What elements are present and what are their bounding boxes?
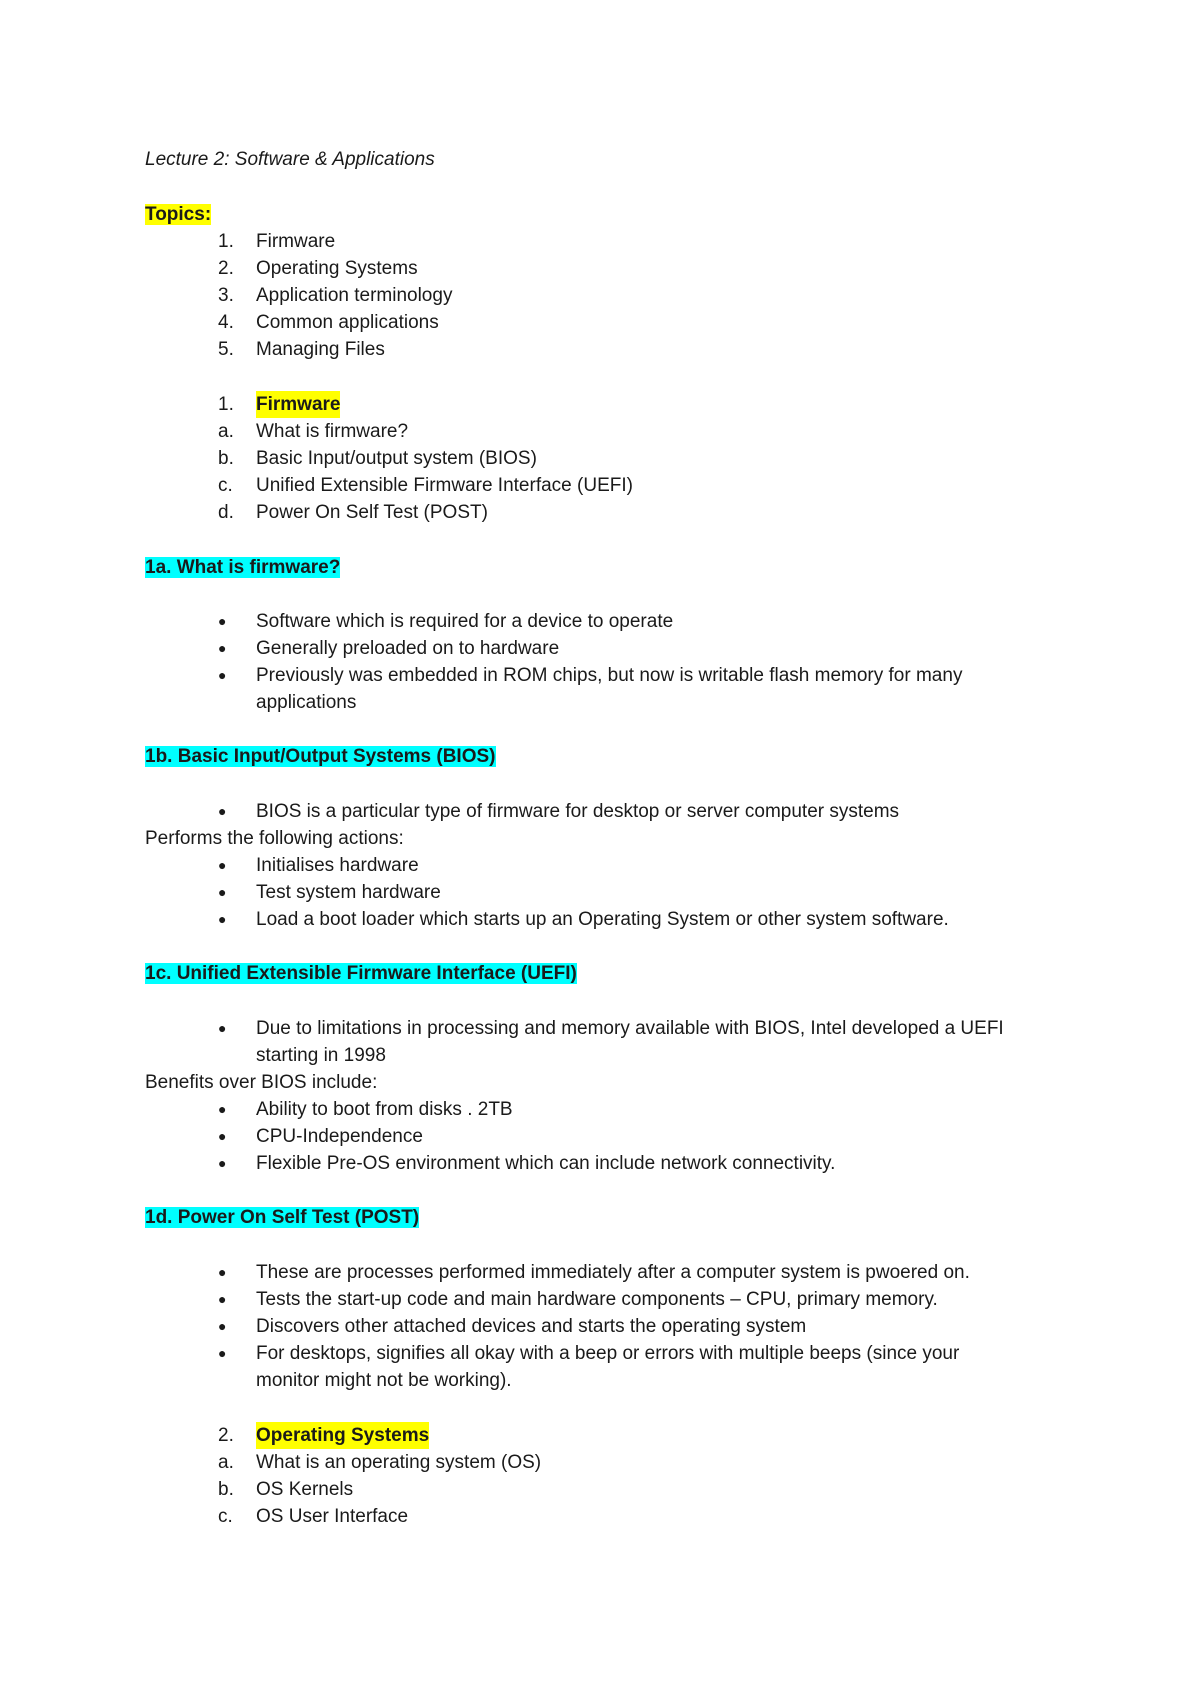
bullet-item xyxy=(0,662,1200,689)
bullet-item xyxy=(0,1286,1200,1313)
list-item xyxy=(0,472,1200,499)
bullet-icon: ● xyxy=(218,857,227,873)
bullet-icon: ● xyxy=(218,884,227,900)
list-item-text: OS Kernels xyxy=(256,1479,354,1500)
list-item-text: Unified Extensible Firmware Interface (UEFI) xyxy=(256,475,633,496)
bullet-item xyxy=(0,1123,1200,1150)
list-item-text: Power On Self Test (POST) xyxy=(256,502,488,523)
bullet-icon: ● xyxy=(218,1291,227,1307)
bullet-item xyxy=(0,1313,1200,1340)
bullet-item xyxy=(0,906,1200,933)
list-marker: 4. xyxy=(218,312,234,333)
list-item xyxy=(0,282,1200,309)
list-item-text: Operating Systems xyxy=(256,258,418,279)
section-heading-label: Operating Systems xyxy=(256,1422,429,1449)
section-heading-label: 1a. What is firmware? xyxy=(145,557,341,578)
bullet-text: monitor might not be working). xyxy=(256,1370,512,1391)
list-marker: b. xyxy=(218,1479,234,1500)
list-item-text: Basic Input/output system (BIOS) xyxy=(256,448,537,469)
bullet-icon: ● xyxy=(218,1345,227,1361)
bullet-icon: ● xyxy=(218,613,227,629)
bullet-item xyxy=(0,1340,1200,1367)
bullet-item xyxy=(0,879,1200,906)
list-item xyxy=(0,309,1200,336)
list-item xyxy=(0,1449,1200,1476)
bullet-continuation xyxy=(0,1042,1200,1069)
paragraph-lead: Performs the following actions: xyxy=(145,828,404,849)
list-item-text: Application terminology xyxy=(256,285,453,306)
list-marker: 2. xyxy=(218,1425,234,1446)
bullet-icon: ● xyxy=(218,1264,227,1280)
bullet-text: Test system hardware xyxy=(256,882,441,903)
bullet-text: Generally preloaded on to hardware xyxy=(256,638,560,659)
bullet-item xyxy=(0,1096,1200,1123)
list-item xyxy=(0,445,1200,472)
bullet-text: Due to limitations in processing and memory available with BIOS, Intel developed a UEFI xyxy=(256,1018,1004,1039)
bullet-item xyxy=(0,1259,1200,1286)
list-marker: 3. xyxy=(218,285,234,306)
list-item-text: What is an operating system (OS) xyxy=(256,1452,542,1473)
section-heading-label: 1b. Basic Input/Output Systems (BIOS) xyxy=(145,746,496,767)
list-marker: 1. xyxy=(218,394,234,415)
bullet-icon: ● xyxy=(218,1128,227,1144)
bullet-icon: ● xyxy=(218,1155,227,1171)
list-marker: a. xyxy=(218,1452,234,1473)
list-item-text: OS User Interface xyxy=(256,1506,409,1527)
bullet-text: Flexible Pre-OS environment which can include network connectivity. xyxy=(256,1153,836,1174)
section-heading-operating-systems xyxy=(0,1422,1200,1449)
list-item xyxy=(0,336,1200,363)
bullet-item xyxy=(0,608,1200,635)
section-heading-1b xyxy=(145,743,496,770)
list-item-text: Common applications xyxy=(256,312,439,333)
section-heading-1d xyxy=(145,1204,419,1231)
bullet-icon: ● xyxy=(218,1101,227,1117)
list-item xyxy=(0,1503,1200,1530)
bullet-text: Software which is required for a device to operate xyxy=(256,611,674,632)
bullet-item xyxy=(0,852,1200,879)
list-marker: b. xyxy=(218,448,234,469)
bullet-text: CPU-Independence xyxy=(256,1126,423,1147)
list-item xyxy=(0,499,1200,526)
bullet-text: Load a boot loader which starts up an Operating System or other system software. xyxy=(256,909,949,930)
bullet-text: Discovers other attached devices and starts the operating system xyxy=(256,1316,807,1337)
list-marker: 2. xyxy=(218,258,234,279)
bullet-text: Tests the start-up code and main hardware components – CPU, primary memory. xyxy=(256,1289,938,1310)
bullet-text: BIOS is a particular type of firmware for desktop or server computer systems xyxy=(256,801,900,822)
topics-heading-label: Topics: xyxy=(145,204,212,225)
list-marker: 5. xyxy=(218,339,234,360)
list-marker: a. xyxy=(218,421,234,442)
bullet-icon: ● xyxy=(218,803,227,819)
list-item-text: What is firmware? xyxy=(256,421,409,442)
bullet-item xyxy=(0,798,1200,825)
section-heading-label: 1d. Power On Self Test (POST) xyxy=(145,1207,420,1228)
bullet-item xyxy=(0,1015,1200,1042)
bullet-continuation xyxy=(0,689,1200,716)
bullet-icon: ● xyxy=(218,911,227,927)
bullet-text: Initialises hardware xyxy=(256,855,419,876)
bullet-continuation xyxy=(0,1367,1200,1394)
list-item-text: Managing Files xyxy=(256,339,385,360)
section-heading-label: 1c. Unified Extensible Firmware Interface (UEFI) xyxy=(145,963,577,984)
bullet-text: Ability to boot from disks . 2TB xyxy=(256,1099,513,1120)
list-marker: 1. xyxy=(218,231,234,252)
section-heading-1a xyxy=(145,554,340,581)
list-marker: c. xyxy=(218,1506,233,1527)
bullet-item xyxy=(0,635,1200,662)
bullet-text: For desktops, signifies all okay with a beep or errors with multiple beeps (since your xyxy=(256,1343,960,1364)
section-heading-firmware xyxy=(0,391,1200,418)
bullet-icon: ● xyxy=(218,1020,227,1036)
list-item-text: Firmware xyxy=(256,231,336,252)
list-marker: d. xyxy=(218,502,234,523)
list-marker: c. xyxy=(218,475,233,496)
bullet-text: Previously was embedded in ROM chips, but now is writable flash memory for many xyxy=(256,665,963,686)
bullet-item xyxy=(0,1150,1200,1177)
list-item xyxy=(0,228,1200,255)
bullet-icon: ● xyxy=(218,640,227,656)
bullet-text: These are processes performed immediately after a computer system is pwoered on. xyxy=(256,1262,970,1283)
topics-heading xyxy=(145,201,211,228)
list-item xyxy=(0,418,1200,445)
list-item xyxy=(0,255,1200,282)
list-item xyxy=(0,1476,1200,1503)
bullet-icon: ● xyxy=(218,667,227,683)
bullet-icon: ● xyxy=(218,1318,227,1334)
section-heading-label: Firmware xyxy=(256,391,340,418)
bullet-text: applications xyxy=(256,692,357,713)
section-heading-1c xyxy=(145,960,577,987)
paragraph-lead: Benefits over BIOS include: xyxy=(145,1072,378,1093)
page-title: Lecture 2: Software & Applications xyxy=(145,149,435,170)
bullet-text: starting in 1998 xyxy=(256,1045,386,1066)
